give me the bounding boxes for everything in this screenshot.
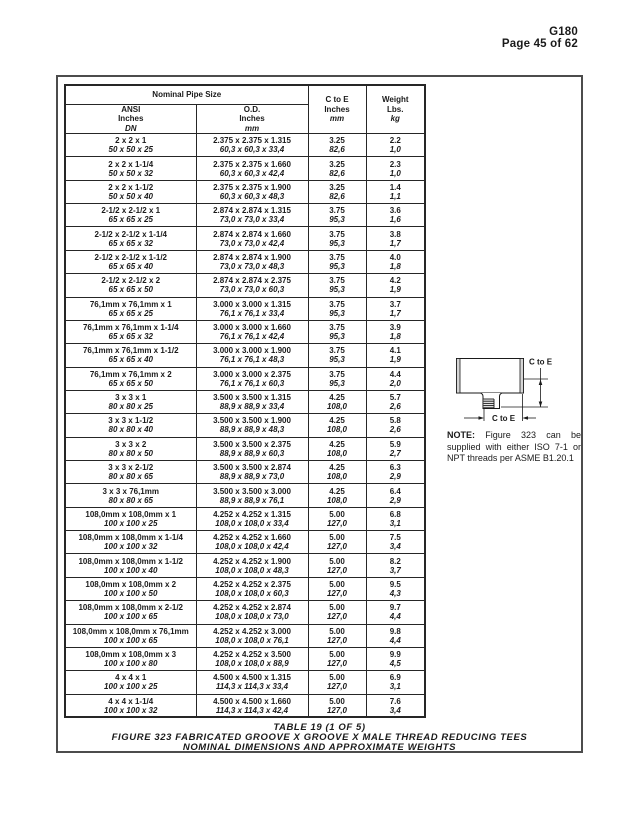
cell-c-to-e: 3.75 95,3 (308, 204, 366, 227)
cell-weight: 2.3 1,0 (366, 157, 425, 180)
cell-c-to-e: 5.00 127,0 (308, 577, 366, 600)
cell-c-to-e: 3.75 95,3 (308, 367, 366, 390)
cell-c-to-e: 5.00 127,0 (308, 624, 366, 647)
arrow-right-icon (479, 416, 485, 419)
table-row (65, 484, 425, 507)
page-number: Page 45 of 62 (501, 38, 578, 50)
table-row (65, 647, 425, 670)
cell-weight: 1.4 1,1 (366, 180, 425, 203)
cell-c-to-e: 3.25 82,6 (308, 134, 366, 157)
cell-weight: 7.6 3,4 (366, 694, 425, 717)
cell-c-to-e: 5.00 127,0 (308, 601, 366, 624)
cell-od: 4.252 x 4.252 x 3.500 108,0 x 108,0 x 88,9 (196, 647, 308, 670)
cell-od: 4.500 x 4.500 x 1.315 114,3 x 114,3 x 33,4 (196, 671, 308, 694)
cell-od: 4.252 x 4.252 x 1.660 108,0 x 108,0 x 42,4 (196, 531, 308, 554)
cell-od: 2.874 x 2.874 x 2.375 73,0 x 73,0 x 60,3 (196, 274, 308, 297)
cell-od: 3.500 x 3.500 x 1.900 88,9 x 88,9 x 48,3 (196, 414, 308, 437)
cell-od: 3.500 x 3.500 x 2.375 88,9 x 88,9 x 60,3 (196, 437, 308, 460)
cell-weight: 4.2 1,9 (366, 274, 425, 297)
table-row (65, 367, 425, 390)
cell-nominal-ansi: 4 x 4 x 1-1/4 100 x 100 x 32 (65, 694, 196, 717)
table-row (65, 320, 425, 343)
cell-nominal-ansi: 108,0mm x 108,0mm x 2 100 x 100 x 50 (65, 577, 196, 600)
caption-figure-title: FIGURE 323 FABRICATED GROOVE X GROOVE X MALE THREAD REDUCING TEES (111, 731, 528, 743)
cell-weight: 5.9 2,7 (366, 437, 425, 460)
cell-nominal-ansi: 108,0mm x 108,0mm x 1 100 x 100 x 25 (65, 507, 196, 530)
content-frame (56, 75, 583, 753)
cell-od: 2.874 x 2.874 x 1.900 73,0 x 73,0 x 48,3 (196, 250, 308, 273)
header-nominal-pipe-size: Nominal Pipe Size (65, 85, 308, 104)
cell-weight: 7.5 3,4 (366, 531, 425, 554)
cell-nominal-ansi: 4 x 4 x 1 100 x 100 x 25 (65, 671, 196, 694)
cell-c-to-e: 3.75 95,3 (308, 320, 366, 343)
cell-nominal-ansi: 76,1mm x 76,1mm x 1 65 x 65 x 25 (65, 297, 196, 320)
cell-c-to-e: 3.75 95,3 (308, 274, 366, 297)
table-row (65, 204, 425, 227)
tee-fitting-diagram (447, 347, 587, 427)
table-row (65, 624, 425, 647)
cell-c-to-e: 3.75 95,3 (308, 344, 366, 367)
page-header (502, 26, 578, 50)
cell-nominal-ansi: 76,1mm x 76,1mm x 1-1/4 65 x 65 x 32 (65, 320, 196, 343)
cell-c-to-e: 5.00 127,0 (308, 694, 366, 717)
arrow-left-icon (523, 416, 529, 419)
cell-c-to-e: 3.75 95,3 (308, 250, 366, 273)
cell-c-to-e: 5.00 127,0 (308, 671, 366, 694)
table-row (65, 507, 425, 530)
cell-c-to-e: 5.00 127,0 (308, 647, 366, 670)
cell-nominal-ansi: 2 x 2 x 1-1/2 50 x 50 x 40 (65, 180, 196, 203)
cell-weight: 6.9 3,1 (366, 671, 425, 694)
cell-od: 4.252 x 4.252 x 1.315 108,0 x 108,0 x 33,4 (196, 507, 308, 530)
cell-nominal-ansi: 108,0mm x 108,0mm x 1-1/4 100 x 100 x 32 (65, 531, 196, 554)
arrow-down-icon (539, 402, 543, 408)
cell-c-to-e: 4.25 108,0 (308, 437, 366, 460)
table-row (65, 344, 425, 367)
cell-c-to-e: 5.00 127,0 (308, 554, 366, 577)
caption-subtitle: NOMINAL DIMENSIONS AND APPROXIMATE WEIGHTS (182, 741, 457, 753)
table-row (65, 531, 425, 554)
cell-od: 3.500 x 3.500 x 2.874 88,9 x 88,9 x 73,0 (196, 461, 308, 484)
cell-c-to-e: 4.25 108,0 (308, 484, 366, 507)
groove-end-right (520, 359, 524, 394)
note-body: Figure 323 can be supplied with either ISO 7-1 or NPT threads per ASME B1.20.1 (447, 430, 581, 463)
dim-label-top: C to E (529, 357, 553, 367)
header-ansi: ANSI Inches DN (65, 104, 196, 134)
cell-weight: 3.6 1,6 (366, 204, 425, 227)
cell-weight: 3.9 1,8 (366, 320, 425, 343)
cell-nominal-ansi: 2-1/2 x 2-1/2 x 2 65 x 65 x 50 (65, 274, 196, 297)
cell-nominal-ansi: 2 x 2 x 1 50 x 50 x 25 (65, 134, 196, 157)
table-caption (58, 723, 581, 752)
cell-od: 3.000 x 3.000 x 1.660 76,1 x 76,1 x 42,4 (196, 320, 308, 343)
table-row (65, 134, 425, 157)
cell-nominal-ansi: 2-1/2 x 2-1/2 x 1 65 x 65 x 25 (65, 204, 196, 227)
table-row (65, 250, 425, 273)
tee-body (457, 359, 524, 394)
cell-weight: 2.2 1,0 (366, 134, 425, 157)
cell-c-to-e: 3.75 95,3 (308, 297, 366, 320)
cell-od: 3.500 x 3.500 x 1.315 88,9 x 88,9 x 33,4 (196, 390, 308, 413)
cell-od: 4.252 x 4.252 x 3.000 108,0 x 108,0 x 76,1 (196, 624, 308, 647)
cell-nominal-ansi: 3 x 3 x 1 80 x 80 x 25 (65, 390, 196, 413)
table-row (65, 180, 425, 203)
table-row (65, 671, 425, 694)
table-row (65, 274, 425, 297)
cell-weight: 8.2 3,7 (366, 554, 425, 577)
cell-weight: 9.5 4,3 (366, 577, 425, 600)
cell-nominal-ansi: 3 x 3 x 1-1/2 80 x 80 x 40 (65, 414, 196, 437)
caption-table-number: TABLE 19 (1 OF 5) (273, 722, 366, 733)
cell-od: 4.252 x 4.252 x 2.874 108,0 x 108,0 x 73,0 (196, 601, 308, 624)
cell-c-to-e: 4.25 108,0 (308, 414, 366, 437)
header-od: O.D. Inches mm (196, 104, 308, 134)
cell-nominal-ansi: 76,1mm x 76,1mm x 1-1/2 65 x 65 x 40 (65, 344, 196, 367)
thread-hatching (483, 399, 494, 409)
table-row (65, 437, 425, 460)
cell-od: 2.874 x 2.874 x 1.660 73,0 x 73,0 x 42,4 (196, 227, 308, 250)
cell-c-to-e: 4.25 108,0 (308, 390, 366, 413)
cell-od: 4.500 x 4.500 x 1.660 114,3 x 114,3 x 42,4 (196, 694, 308, 717)
cell-nominal-ansi: 76,1mm x 76,1mm x 2 65 x 65 x 50 (65, 367, 196, 390)
table-row (65, 554, 425, 577)
cell-nominal-ansi: 2-1/2 x 2-1/2 x 1-1/2 65 x 65 x 40 (65, 250, 196, 273)
cell-weight: 6.8 3,1 (366, 507, 425, 530)
cell-c-to-e: 5.00 127,0 (308, 507, 366, 530)
groove-end-left (457, 359, 461, 394)
cell-c-to-e: 5.00 127,0 (308, 531, 366, 554)
cell-nominal-ansi: 108,0mm x 108,0mm x 3 100 x 100 x 80 (65, 647, 196, 670)
cell-nominal-ansi: 2-1/2 x 2-1/2 x 1-1/4 65 x 65 x 32 (65, 227, 196, 250)
cell-nominal-ansi: 3 x 3 x 76,1mm 80 x 80 x 65 (65, 484, 196, 507)
cell-weight: 4.1 1,9 (366, 344, 425, 367)
cell-c-to-e: 3.25 82,6 (308, 180, 366, 203)
cell-c-to-e: 3.25 82,6 (308, 157, 366, 180)
cell-weight: 9.7 4,4 (366, 601, 425, 624)
cell-c-to-e: 3.75 95,3 (308, 227, 366, 250)
cell-nominal-ansi: 3 x 3 x 2 80 x 80 x 50 (65, 437, 196, 460)
cell-weight: 4.4 2,0 (366, 367, 425, 390)
table-body (65, 134, 425, 718)
cell-nominal-ansi: 108,0mm x 108,0mm x 1-1/2 100 x 100 x 40 (65, 554, 196, 577)
table-row (65, 297, 425, 320)
cell-od: 2.375 x 2.375 x 1.660 60,3 x 60,3 x 42,4 (196, 157, 308, 180)
table-row (65, 601, 425, 624)
cell-od: 2.874 x 2.874 x 1.315 73,0 x 73,0 x 33,4 (196, 204, 308, 227)
cell-od: 3.000 x 3.000 x 2.375 76,1 x 76,1 x 60,3 (196, 367, 308, 390)
note-text (447, 430, 581, 465)
header-c-to-e: C to E Inches mm (308, 85, 366, 134)
cell-od: 4.252 x 4.252 x 2.375 108,0 x 108,0 x 60,3 (196, 577, 308, 600)
dim-label-bottom: C to E (491, 413, 516, 423)
cell-c-to-e: 4.25 108,0 (308, 461, 366, 484)
cell-nominal-ansi: 108,0mm x 108,0mm x 2-1/2 100 x 100 x 65 (65, 601, 196, 624)
cell-weight: 5.8 2,6 (366, 414, 425, 437)
cell-od: 3.000 x 3.000 x 1.900 76,1 x 76,1 x 48,3 (196, 344, 308, 367)
table-row (65, 390, 425, 413)
cell-od: 3.000 x 3.000 x 1.315 76,1 x 76,1 x 33,4 (196, 297, 308, 320)
cell-nominal-ansi: 108,0mm x 108,0mm x 76,1mm 100 x 100 x 65 (65, 624, 196, 647)
table-row (65, 694, 425, 717)
cell-nominal-ansi: 2 x 2 x 1-1/4 50 x 50 x 32 (65, 157, 196, 180)
dimensions-table (64, 84, 426, 718)
arrow-up-icon (539, 380, 543, 386)
cell-od: 3.500 x 3.500 x 3.000 88,9 x 88,9 x 76,1 (196, 484, 308, 507)
cell-od: 2.375 x 2.375 x 1.315 60,3 x 60,3 x 33,4 (196, 134, 308, 157)
table-row (65, 157, 425, 180)
cell-weight: 3.7 1,7 (366, 297, 425, 320)
table-row (65, 227, 425, 250)
cell-weight: 4.0 1,8 (366, 250, 425, 273)
table-row (65, 414, 425, 437)
cell-weight: 9.8 4,4 (366, 624, 425, 647)
note-label: NOTE: (447, 430, 475, 440)
cell-od: 4.252 x 4.252 x 1.900 108,0 x 108,0 x 48,3 (196, 554, 308, 577)
cell-od: 2.375 x 2.375 x 1.900 60,3 x 60,3 x 48,3 (196, 180, 308, 203)
document-code: G180 (549, 26, 578, 38)
cell-nominal-ansi: 3 x 3 x 2-1/2 80 x 80 x 65 (65, 461, 196, 484)
table-row (65, 577, 425, 600)
cell-weight: 6.3 2,9 (366, 461, 425, 484)
table-header (65, 85, 425, 134)
cell-weight: 9.9 4,5 (366, 647, 425, 670)
cell-weight: 5.7 2,6 (366, 390, 425, 413)
cell-weight: 6.4 2,9 (366, 484, 425, 507)
table-row (65, 461, 425, 484)
cell-weight: 3.8 1,7 (366, 227, 425, 250)
header-weight: Weight Lbs. kg (366, 85, 425, 134)
